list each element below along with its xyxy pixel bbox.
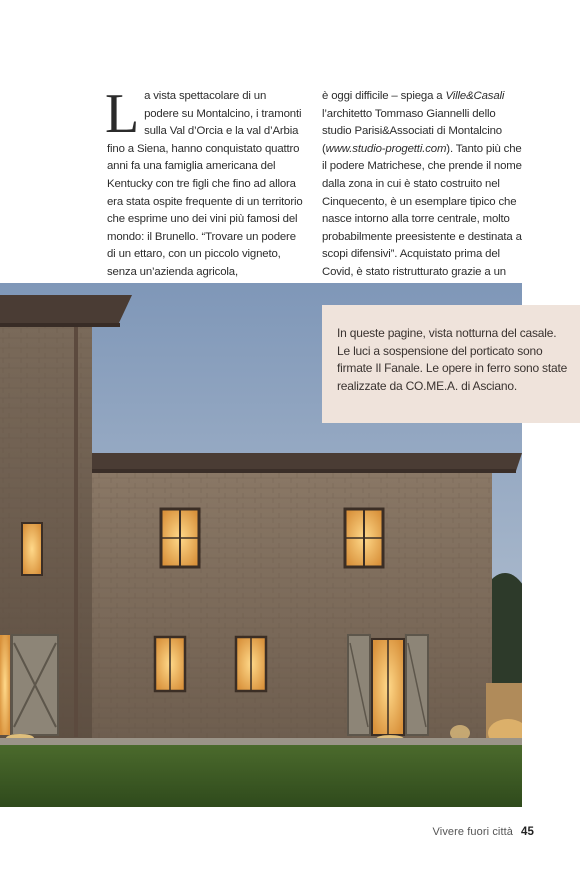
- website-link: www.studio-progetti.com: [325, 142, 447, 155]
- article-column-left: [105, 83, 303, 282]
- magazine-name: Ville&Casali: [445, 90, 505, 102]
- drop-cap: L: [105, 83, 140, 145]
- page-number: 45: [521, 826, 534, 838]
- left-column-text: a vista spettacolare di un podere su Montalcino, i tramonti sulla Val d’Orcia e la val d’Arbia fino a Siena, hanno conquistato quattro anni fa una famiglia americana del Kentucky con tre figli che fino ad allora era stata ospite frequente di un territorio che esprime uno dei vini più famosi del mondo: il Brunello. “Trovare un podere di un ettaro, con un piccolo vigneto, senza un’azienda agricola,: [107, 90, 303, 278]
- page-footer: [433, 826, 534, 838]
- section-title: Vivere fuori città: [432, 826, 513, 838]
- right-column-text-1: è oggi difficile – spiega a: [322, 90, 446, 102]
- article-column-right: [322, 88, 522, 282]
- right-column-text-2: l’architetto Tommaso Giannelli dello studio Parisi&Associati di Montalcino (: [322, 107, 502, 155]
- right-column-text-3: ). Tanto più che il podere Matrichese, che prende il nome dalla zona in cui è stato costruito nel Cinquecento, è un esemplare tipico che nasce intorno alla torre centrale, molto probabilmente preesistente e destinata a scopi difensivi”. Acquistato prima del Covid, è stato ristrutturato grazie a un: [322, 142, 522, 278]
- photo-caption: In queste pagine, vista notturna del casale. Le luci a sospensione del porticato sono firmate Il Fanale. Le opere in ferro sono state realizzate da CO.ME.A. di Asciano.: [322, 305, 580, 423]
